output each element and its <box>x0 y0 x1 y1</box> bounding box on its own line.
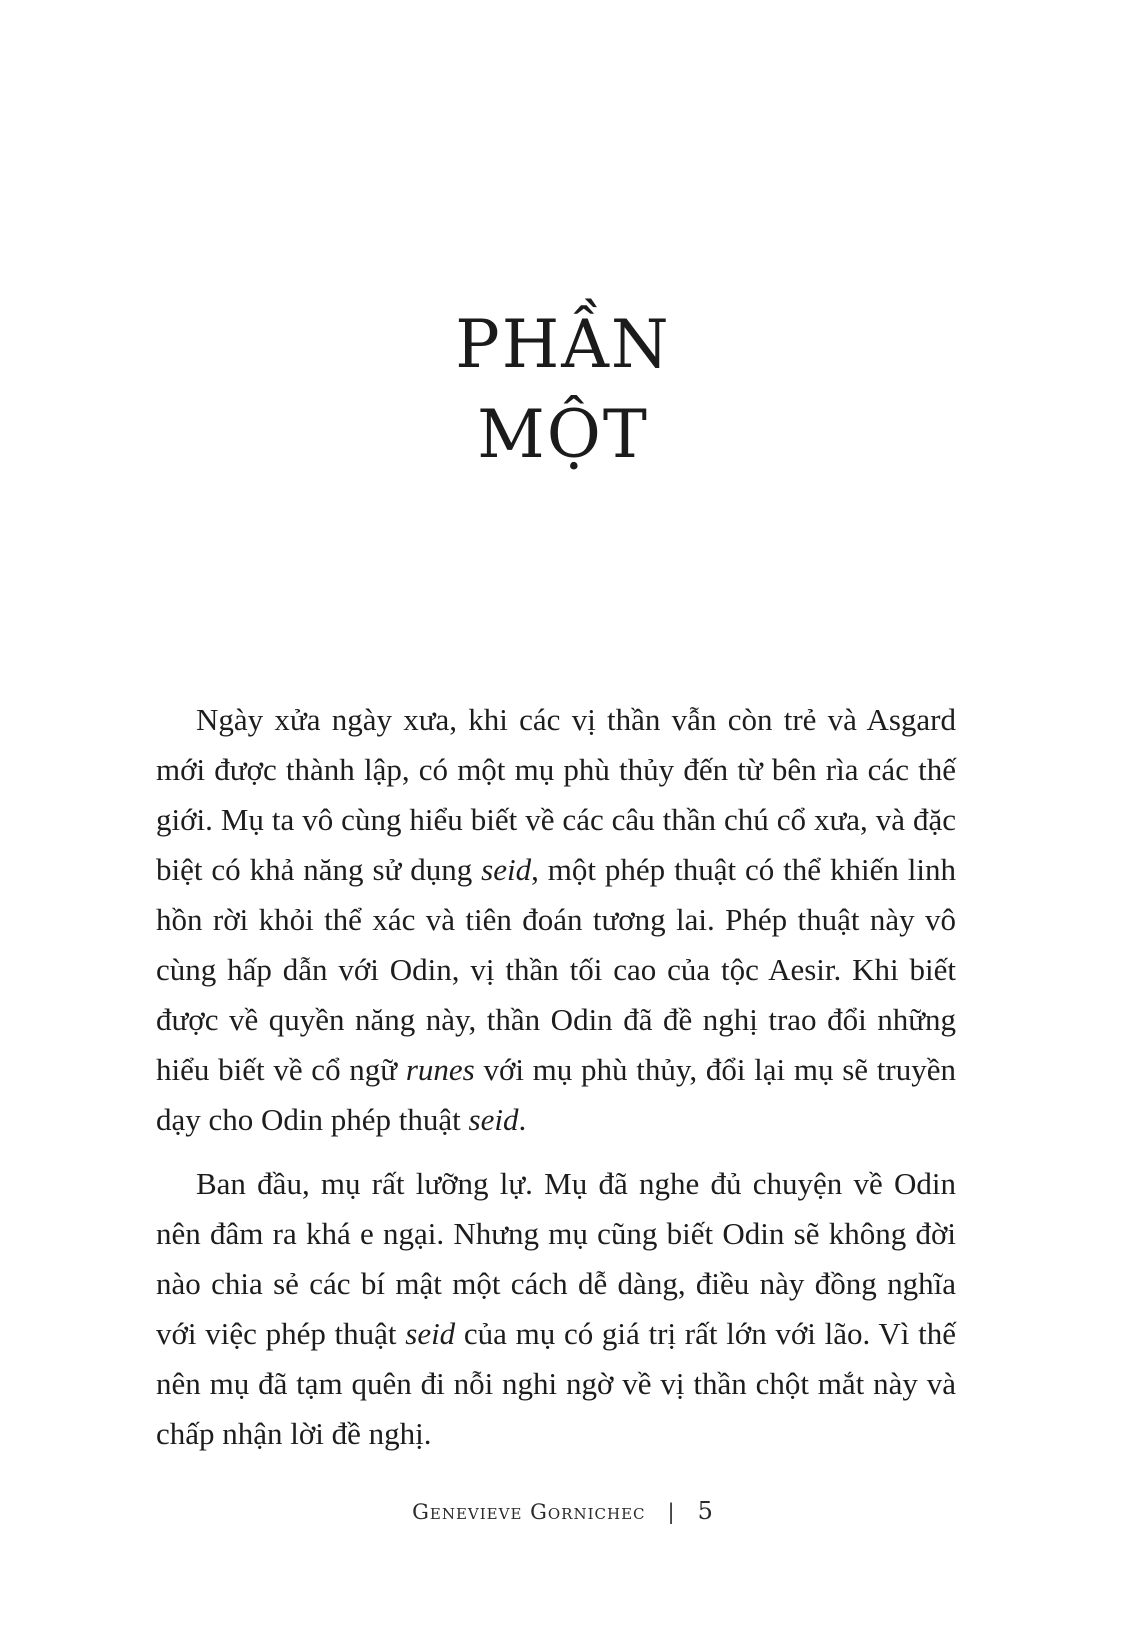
part-title-line-1: PHẦN <box>455 306 671 383</box>
part-title-line-2: MỘT <box>477 396 649 473</box>
part-title <box>0 300 1126 480</box>
body-text <box>156 695 956 1459</box>
paragraph-1-text: Ngày xửa ngày xưa, khi các vị thần vẫn còn trẻ và Asgard mới được thành lập, có một mụ phù thủy đến từ bên rìa các thế giới. Mụ ta vô cùng hiểu biết về các câu thần chú cổ xưa, và đặc biệt có khả năng sử dụng <box>156 702 956 887</box>
paragraph-1-text: với mụ phù thủy, đổi lại mụ sẽ truyền dạy cho Odin phép thuật <box>156 1052 956 1137</box>
page-footer <box>0 1497 1126 1525</box>
paragraph-1-text: , một phép thuật có thể khiến linh hồn rời khỏi thể xác và tiên đoán tương lai. Phép thuật này vô cùng hấp dẫn với Odin, vị thần tối cao của tộc Aesir. Khi biết được về quyền năng này, thần Odin đã đề nghị trao đổi những hiểu biết về cổ ngữ <box>156 852 956 1087</box>
paragraph-2 <box>156 1159 956 1459</box>
paragraph-2-text: Ban đầu, mụ rất lưỡng lự. Mụ đã nghe đủ chuyện về Odin nên đâm ra khá e ngại. Nhưng mụ cũng biết Odin sẽ không đời nào chia sẻ các bí mật một cách dễ dàng, điều này đồng nghĩa với việc phép thuật <box>156 1166 956 1351</box>
footer-author: Genevieve Gornichec <box>412 1500 646 1524</box>
italic-term-seid: seid <box>405 1316 456 1351</box>
italic-term-runes: runes <box>405 1052 475 1087</box>
italic-term-seid: seid <box>468 1102 519 1137</box>
italic-term-seid: seid <box>481 852 532 887</box>
footer-separator: | <box>667 1500 676 1524</box>
paragraph-1 <box>156 695 956 1145</box>
page-number: 5 <box>697 1497 714 1525</box>
paragraph-2-text: của mụ có giá trị rất lớn với lão. Vì thế nên mụ đã tạm quên đi nỗi nghi ngờ về vị thần chột mắt này và chấp nhận lời đề nghị. <box>156 1316 957 1451</box>
paragraph-1-text: . <box>518 1102 527 1137</box>
